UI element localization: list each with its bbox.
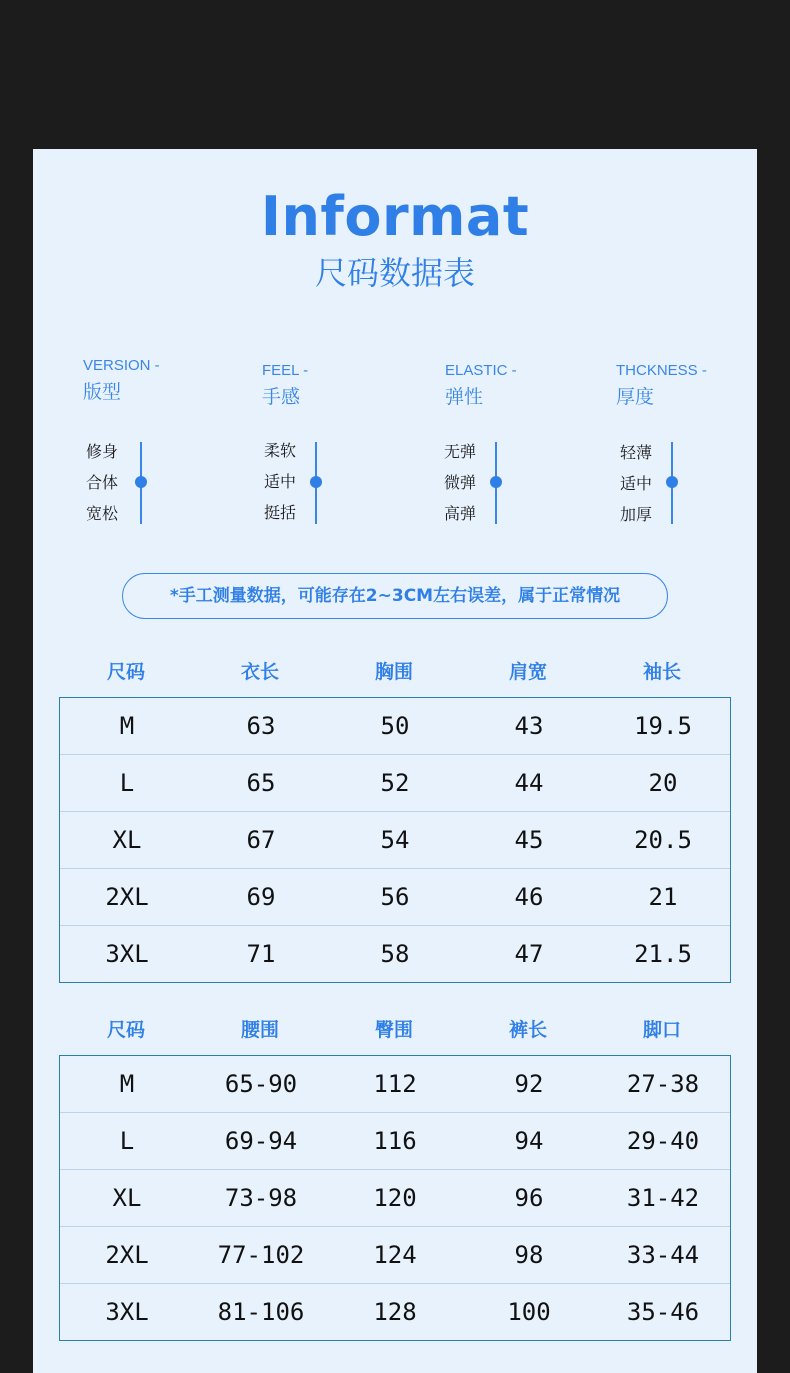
scale-option-selected: 合体 <box>86 473 119 492</box>
scale-option: 轻薄 <box>620 443 653 462</box>
column-header: 臀围 <box>374 1019 413 1041</box>
table-cell: 21 <box>648 883 678 911</box>
table-cell: XL <box>112 1184 142 1212</box>
table-cell: 73-98 <box>224 1184 298 1212</box>
table-row <box>60 1283 730 1341</box>
table-cell: 96 <box>514 1184 544 1212</box>
table-cell: XL <box>112 826 142 854</box>
attribute-version <box>83 356 243 405</box>
attribute-en-label: FEEL - <box>262 362 309 379</box>
table-cell: 112 <box>373 1070 417 1098</box>
table-cell: 58 <box>380 940 410 968</box>
column-header: 裤长 <box>508 1019 547 1041</box>
page-subtitle: 尺码数据表 <box>314 254 475 292</box>
table-cell: 69-94 <box>224 1127 298 1155</box>
table-cell: 44 <box>514 769 544 797</box>
measurement-note: *手工测量数据，可能存在2~3CM左右误差，属于正常情况 <box>122 573 668 619</box>
scale-indicator-dot <box>310 476 322 488</box>
table-row <box>60 1112 730 1170</box>
table-cell: 47 <box>514 940 544 968</box>
scale-option-selected: 适中 <box>620 474 653 493</box>
attribute-elastic <box>445 361 605 410</box>
table-cell: 94 <box>514 1127 544 1155</box>
table-cell: 33-44 <box>626 1241 700 1269</box>
version-scale <box>86 439 186 529</box>
scale-option: 高弹 <box>444 504 477 523</box>
table-cell: 65-90 <box>224 1070 298 1098</box>
table-cell: L <box>119 1127 135 1155</box>
table-row <box>60 754 730 812</box>
column-header: 腰围 <box>240 1019 279 1041</box>
attribute-cn-label: 版型 <box>83 381 122 403</box>
attribute-cn-label: 手感 <box>262 386 301 408</box>
table-cell: 77-102 <box>217 1241 305 1269</box>
column-header: 胸围 <box>374 661 413 683</box>
table-cell: M <box>119 712 135 740</box>
table-cell: 128 <box>373 1298 417 1326</box>
table-cell: 21.5 <box>634 940 692 968</box>
attribute-cn-label: 弹性 <box>445 386 484 408</box>
table-cell: 3XL <box>105 940 149 968</box>
table-cell: 120 <box>373 1184 417 1212</box>
thickness-scale <box>620 439 720 529</box>
scale-option: 宽松 <box>86 504 119 523</box>
scale-option-selected: 微弹 <box>444 473 477 492</box>
table-cell: 27-38 <box>626 1070 700 1098</box>
table-cell: 35-46 <box>626 1298 700 1326</box>
table-cell: 52 <box>380 769 410 797</box>
table-cell: 71 <box>246 940 276 968</box>
table-cell: 19.5 <box>634 712 692 740</box>
table-cell: 92 <box>514 1070 544 1098</box>
table-cell: 31-42 <box>626 1184 700 1212</box>
column-header: 袖长 <box>642 661 681 683</box>
table-cell: 69 <box>246 883 276 911</box>
scale-indicator-dot <box>490 476 502 488</box>
scale-option: 加厚 <box>620 505 653 524</box>
page-title: Informat <box>260 185 530 248</box>
scale-option: 无弹 <box>444 442 477 461</box>
table-cell: 45 <box>514 826 544 854</box>
scale-option: 修身 <box>86 442 119 461</box>
table-row <box>60 868 730 926</box>
table-row <box>60 1226 730 1284</box>
attribute-feel <box>262 361 422 410</box>
size-chart-card <box>33 149 757 1373</box>
table-cell: 43 <box>514 712 544 740</box>
column-header: 肩宽 <box>508 661 547 683</box>
table-cell: 50 <box>380 712 410 740</box>
column-header: 尺码 <box>106 661 145 683</box>
table-cell: 3XL <box>105 1298 149 1326</box>
table-cell: 124 <box>373 1241 417 1269</box>
table-row <box>60 698 730 755</box>
table-cell: M <box>119 1070 135 1098</box>
table-cell: 98 <box>514 1241 544 1269</box>
table-cell: 54 <box>380 826 410 854</box>
attribute-thickness <box>616 361 776 410</box>
table-cell: 20.5 <box>634 826 692 854</box>
table-row <box>60 811 730 869</box>
attribute-en-label: THCKNESS - <box>616 362 707 379</box>
top-table-header <box>59 657 731 687</box>
elastic-scale <box>444 439 544 529</box>
table-cell: 56 <box>380 883 410 911</box>
attribute-en-label: VERSION - <box>83 357 160 374</box>
table-cell: L <box>119 769 135 797</box>
bottom-size-table <box>59 1055 731 1341</box>
top-size-table <box>59 697 731 983</box>
table-cell: 100 <box>507 1298 551 1326</box>
table-cell: 65 <box>246 769 276 797</box>
table-cell: 81-106 <box>217 1298 305 1326</box>
scale-indicator-dot <box>666 476 678 488</box>
scale-option-selected: 适中 <box>264 472 297 491</box>
table-cell: 2XL <box>105 1241 149 1269</box>
table-row <box>60 925 730 983</box>
attribute-cn-label: 厚度 <box>616 386 655 408</box>
table-row <box>60 1169 730 1227</box>
table-cell: 29-40 <box>626 1127 700 1155</box>
table-cell: 67 <box>246 826 276 854</box>
feel-scale <box>264 439 364 529</box>
bottom-table-header <box>59 1015 731 1045</box>
attribute-en-label: ELASTIC - <box>445 362 517 379</box>
table-cell: 63 <box>246 712 276 740</box>
scale-option: 挺括 <box>264 503 297 522</box>
table-cell: 46 <box>514 883 544 911</box>
table-cell: 116 <box>373 1127 417 1155</box>
column-header: 尺码 <box>106 1019 145 1041</box>
table-row <box>60 1056 730 1113</box>
column-header: 脚口 <box>642 1019 681 1041</box>
scale-option: 柔软 <box>264 441 297 460</box>
scale-indicator-dot <box>135 476 147 488</box>
table-cell: 2XL <box>105 883 149 911</box>
table-cell: 20 <box>648 769 678 797</box>
column-header: 衣长 <box>240 661 279 683</box>
